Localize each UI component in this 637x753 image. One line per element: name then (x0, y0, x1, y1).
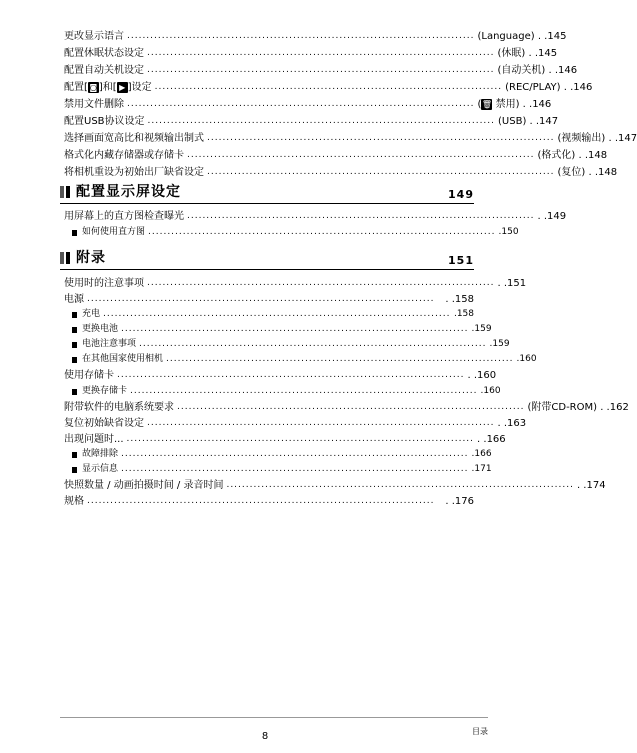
dot-leader: .......................................................................................... (207, 167, 555, 177)
toc-entry-page: . .174 (576, 480, 606, 491)
toc-entry-page: .150 (498, 227, 519, 237)
toc-entry-page: .158 (453, 309, 474, 319)
toc-entry-title: 用屏幕上的直方图检查曝光 (64, 211, 184, 222)
toc-entry-title: 故障排除 (82, 449, 119, 459)
toc-entry[interactable] (64, 28, 567, 45)
toc-entry[interactable] (64, 415, 527, 432)
footer-divider (60, 717, 488, 718)
section-title: 附录 (76, 250, 106, 266)
toc-entry-page: . .158 (445, 294, 474, 305)
toc-entry-title: 格式化内藏存储器或存储卡 (64, 150, 184, 161)
dot-leader: .......................................................................................... (126, 434, 475, 444)
dot-leader: .......................................................................................... (87, 496, 435, 506)
dot-leader: .......................................................................................... (154, 82, 503, 92)
dot-leader: .......................................................................................... (117, 370, 465, 380)
dot-leader: .......................................................................................... (147, 278, 495, 288)
camera-icon: ◙ (89, 82, 98, 92)
toc-entry-page: (休眠) . .145 (497, 48, 558, 59)
toc-entry-page: .160 (480, 386, 501, 396)
toc-entry-page: .171 (471, 464, 492, 474)
toc-entry-page: .160 (516, 354, 537, 364)
toc-entry-page: (视频输出) . .147 (557, 133, 637, 144)
toc-entry-title: 快照数量 / 动画拍摄时间 / 录音时间 (64, 480, 224, 491)
toc-entry[interactable] (64, 367, 497, 384)
toc-entry-title: 选择画面宽高比和视频输出制式 (64, 133, 204, 144)
bullet-icon (72, 230, 77, 236)
dot-leader: .......................................................................................... (148, 227, 496, 237)
dot-leader: .......................................................................................... (147, 116, 496, 126)
toc-entry-title: 配置休眠状态设定 (64, 48, 144, 59)
toc-subentry[interactable] (72, 224, 519, 241)
dot-leader: .......................................................................................... (187, 211, 535, 221)
section-page: 149 (448, 188, 474, 201)
dot-leader: .......................................................................................... (127, 31, 475, 41)
toc-entry-title-part: ]设定 (127, 82, 152, 93)
section-marker (60, 252, 70, 264)
toc-entry-title: 使用存储卡 (64, 370, 114, 381)
toc-entry-page-prefix: ( (477, 99, 482, 110)
bullet-icon (72, 312, 77, 318)
toc-entry-page: . .160 (467, 370, 497, 381)
toc-entry-page: (USB) . .147 (498, 116, 559, 127)
bullet-icon (72, 342, 77, 348)
toc-entry-title (64, 79, 152, 96)
toc-entry-title: 复位初始缺省设定 (64, 418, 144, 429)
bullet-icon (72, 357, 77, 363)
dot-leader: .......................................................................................... (177, 402, 525, 412)
page-number: 8 (261, 731, 269, 742)
dot-leader: .......................................................................................... (139, 339, 487, 349)
section-marker (60, 186, 70, 198)
toc-entry-page: . .166 (477, 434, 506, 445)
toc-entry-title: 更改显示语言 (64, 31, 124, 42)
toc-entry-title: 附带软件的电脑系统要求 (64, 402, 174, 413)
toc-entry[interactable] (64, 147, 608, 164)
section-title: 配置显示屏设定 (76, 184, 181, 200)
toc-entry-title: 电池注意事项 (82, 339, 137, 349)
toc-entry-page: (Language) . .145 (477, 31, 567, 42)
toc-entry-page: . .149 (537, 211, 567, 222)
toc-entry[interactable] (64, 62, 578, 79)
play-icon: ▶ (117, 82, 128, 93)
toc-entry-page: .166 (471, 449, 492, 459)
toc-entry-title: 规格 (64, 496, 84, 507)
dot-leader: .......................................................................................... (207, 133, 555, 143)
toc-subentry[interactable] (72, 461, 492, 478)
toc-entry-page-suffix: 禁用) . .146 (495, 99, 552, 110)
toc-entry-title: 在其他国家使用相机 (82, 354, 164, 364)
bullet-icon (72, 467, 77, 473)
toc-entry-title-part: 配置[ (64, 82, 88, 93)
toc-entry-page: . .151 (497, 278, 527, 289)
toc-entry[interactable] (64, 164, 618, 181)
toc-entry[interactable] (64, 130, 637, 147)
toc-entry-page: (附带CD-ROM) . .162 (527, 402, 629, 413)
dot-leader: .......................................................................................... (226, 480, 574, 490)
toc-entry-title: 使用时的注意事项 (64, 278, 144, 289)
toc-entry-title: 出现问题时... (64, 434, 124, 445)
toc-entry[interactable] (64, 275, 527, 292)
section-heading[interactable] (60, 246, 474, 270)
toc-entry-page: (自动关机) . .146 (497, 65, 578, 76)
bullet-icon (72, 389, 77, 395)
toc-entry-title: 显示信息 (82, 464, 119, 474)
dot-leader: .......................................................................................... (187, 150, 535, 160)
dot-leader: .......................................................................................... (121, 464, 469, 474)
toc-entry-page: . .163 (497, 418, 527, 429)
section-page: 151 (448, 254, 474, 267)
dot-leader: .......................................................................................... (147, 48, 495, 58)
toc-entry-page: . .176 (445, 496, 474, 507)
toc-subentry[interactable] (72, 383, 501, 400)
toc-entry-title: 配置自动关机设定 (64, 65, 144, 76)
toc-entry-page: (格式化) . .148 (537, 150, 608, 161)
dot-leader: .......................................................................................... (127, 99, 475, 109)
toc-entry[interactable] (64, 79, 593, 96)
toc-entry-title-part: ]和[ (98, 82, 117, 93)
dot-leader: .......................................................................................... (121, 324, 469, 334)
section-heading[interactable] (60, 180, 474, 204)
toc-entry-title: 禁用文件删除 (64, 99, 124, 110)
dot-leader: .......................................................................................... (103, 309, 451, 319)
dot-leader: .......................................................................................... (87, 294, 435, 304)
toc-entry[interactable] (64, 399, 629, 416)
toc-entry-page: .159 (489, 339, 510, 349)
toc-entry[interactable] (64, 113, 559, 130)
toc-entry[interactable] (64, 493, 474, 510)
dot-leader: .......................................................................................... (166, 354, 514, 364)
bullet-icon (72, 452, 77, 458)
dot-leader: .......................................................................................... (130, 386, 478, 396)
toc-entry[interactable] (64, 208, 567, 225)
toc-entry-page (477, 96, 551, 113)
toc-entry-page: (复位) . .148 (557, 167, 618, 178)
toc-entry-title: 电源 (64, 294, 84, 305)
toc-entry-page: (REC/PLAY) . .146 (505, 82, 593, 93)
toc-entry-title: 更换存储卡 (82, 386, 128, 396)
dot-leader: .......................................................................................... (147, 418, 495, 428)
bullet-icon (72, 327, 77, 333)
dot-leader: .......................................................................................... (147, 65, 495, 75)
trash-icon: 🗑 (481, 99, 492, 109)
toc-entry-title: 将相机重设为初始出厂缺省设定 (64, 167, 204, 178)
toc-entry-title: 如何使用直方图 (82, 227, 146, 237)
toc-entry-title: 配置USB协议设定 (64, 116, 145, 127)
toc-entry-page: .159 (471, 324, 492, 334)
toc-entry[interactable] (64, 96, 552, 113)
toc-entry-title: 更换电池 (82, 324, 119, 334)
toc-entry-title: 充电 (82, 309, 101, 319)
footer-label[interactable]: 目录 (472, 727, 488, 736)
toc-entry[interactable] (64, 45, 558, 62)
toc-subentry[interactable] (72, 351, 537, 368)
dot-leader: .......................................................................................... (121, 449, 469, 459)
toc-entry[interactable] (64, 477, 606, 494)
